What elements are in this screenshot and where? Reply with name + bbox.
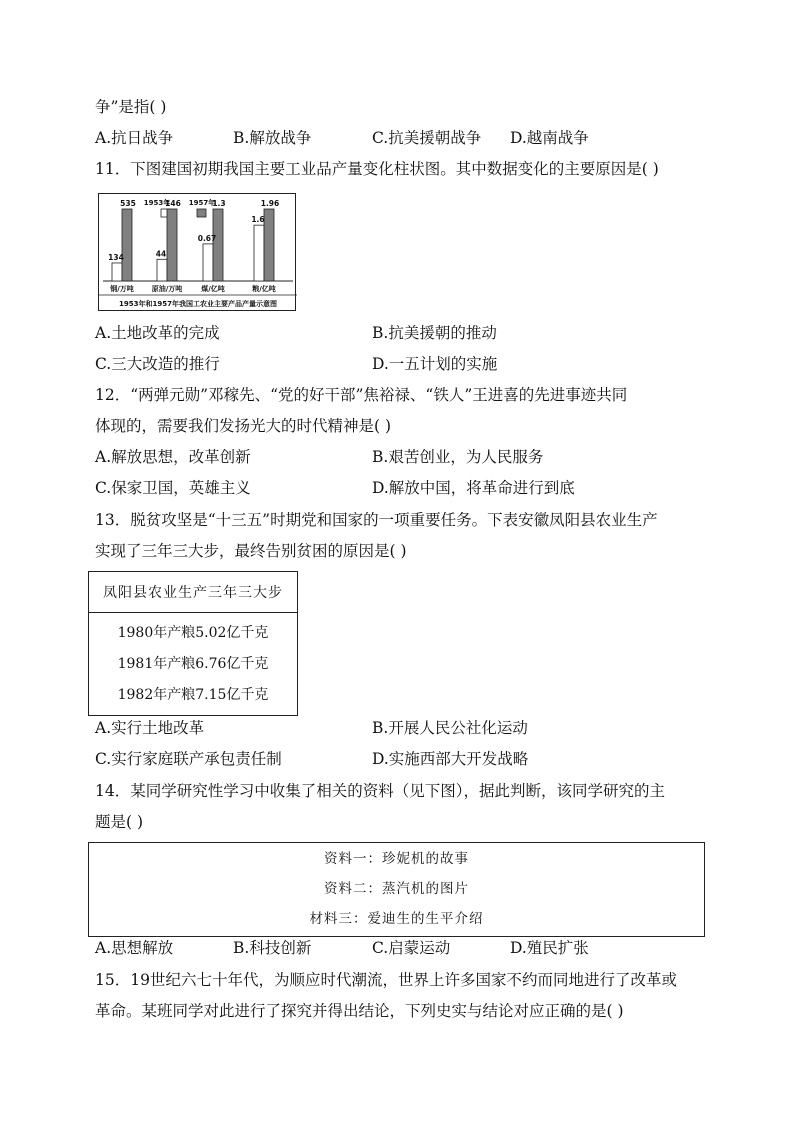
production-bar-chart (98, 193, 296, 311)
q12-option-c: C.保家卫国，英雄主义 (95, 479, 251, 497)
legend-label-1953: 1953年 (143, 199, 171, 207)
q15-stem-line2: 革命。某班同学对此进行了探究并得出结论，下列史实与结论对应正确的是( ) (95, 1002, 624, 1020)
data-label-1953-0: 134 (108, 252, 124, 262)
legend-swatch-1957 (197, 209, 206, 217)
q13-option-a: A.实行土地改革 (95, 719, 205, 737)
q12-stem-line2: 体现的，需要我们发扬光大的时代精神是( ) (95, 417, 392, 435)
q12-option-a: A.解放思想，改革创新 (95, 448, 251, 466)
category-label-1: 原油/万吨 (151, 285, 183, 293)
bar-1953-3 (254, 225, 264, 281)
q12-option-d: D.解放中国，将革命进行到底 (372, 479, 575, 497)
q10-option-b: B.解放战争 (233, 129, 312, 147)
bar-1957-2 (213, 209, 223, 281)
legend-label-1957: 1957年 (188, 199, 216, 207)
q11-stem: 11．下图建国初期我国主要工业品产量变化柱状图。其中数据变化的主要原因是( ) (95, 160, 659, 178)
fengyang-row-1981: 1981年产粮6.76亿千克 (117, 656, 269, 672)
q12-option-b: B.艰苦创业，为人民服务 (372, 448, 544, 466)
q14-option-d: D.殖民扩张 (510, 939, 589, 957)
research-materials-box (88, 842, 705, 937)
q10-option-d: D.越南战争 (510, 129, 589, 147)
q11-option-b: B.抗美援朝的推动 (372, 324, 497, 342)
data-label-1957-3: 1.96 (260, 199, 280, 208)
data-label-1957-1: 146 (165, 199, 181, 208)
bar-1953-0 (112, 263, 122, 281)
data-label-1953-2: 0.67 (197, 233, 217, 243)
data-label-1953-3: 1.6 (251, 215, 265, 225)
q10-stem-tail: 争”是指( ) (95, 98, 167, 116)
q11-option-d: D.一五计划的实施 (372, 355, 498, 373)
q14-option-c: C.启蒙运动 (372, 939, 451, 957)
fengyang-table-head: 凤阳县农业生产三年三大步 (89, 572, 297, 613)
q12-stem-line1: 12．“两弹元勋”邓稼先、“党的好干部”焦裕禄、“铁人”王进喜的先进事迹共同 (95, 386, 628, 404)
material-1: 资料一：珍妮机的故事 (324, 851, 469, 867)
q14-stem-line1: 14．某同学研究性学习中收集了相关的资料（见下图），据此判断，该同学研究的主 (95, 782, 665, 800)
category-label-0: 钢/万吨 (110, 285, 134, 293)
q13-option-c: C.实行家庭联产承包责任制 (95, 750, 282, 768)
q11-option-c: C.三大改造的推行 (95, 355, 220, 373)
q14-option-a: A.思想解放 (95, 939, 174, 957)
data-label-1957-2: 1.3 (212, 199, 226, 208)
fengyang-row-1982: 1982年产粮7.15亿千克 (117, 687, 269, 703)
data-label-1957-0: 535 (120, 199, 136, 208)
q13-stem-line1: 13．脱贫攻坚是“十三五”时期党和国家的一项重要任务。下表安徽凤阳县农业生产 (95, 511, 658, 529)
bar-1953-1 (157, 259, 167, 281)
bar-1957-3 (264, 209, 274, 281)
q10-option-a: A.抗日战争 (95, 129, 174, 147)
category-label-2: 煤/亿吨 (201, 285, 225, 293)
q14-stem-line2: 题是( ) (95, 813, 144, 831)
bar-1957-1 (167, 209, 177, 281)
q13-option-d: D.实施西部大开发战略 (372, 750, 529, 768)
bar-1953-2 (203, 244, 213, 281)
data-label-1953-1: 44 (155, 249, 167, 259)
fengyang-table (88, 571, 298, 716)
q13-stem-line2: 实现了三年三大步，最终告别贫困的原因是( ) (95, 542, 407, 560)
bar-1957-0 (122, 209, 132, 281)
q10-option-c: C.抗美援朝战争 (372, 129, 482, 147)
chart-title: 1953年和1957年我国工农业主要产品产量示意图 (119, 300, 277, 308)
material-3: 材料三：爱迪生的生平介绍 (309, 911, 484, 927)
material-2: 资料二：蒸汽机的图片 (324, 881, 469, 897)
q15-stem-line1: 15．19世纪六七十年代，为顺应时代潮流，世界上许多国家不约而同地进行了改革或 (95, 971, 677, 989)
category-label-3: 粮/亿吨 (252, 285, 276, 293)
q14-option-b: B.科技创新 (233, 939, 312, 957)
fengyang-row-1980: 1980年产粮5.02亿千克 (117, 625, 269, 641)
chart-svg (99, 194, 297, 312)
q13-option-b: B.开展人民公社化运动 (372, 719, 528, 737)
q11-option-a: A.土地改革的完成 (95, 324, 220, 342)
